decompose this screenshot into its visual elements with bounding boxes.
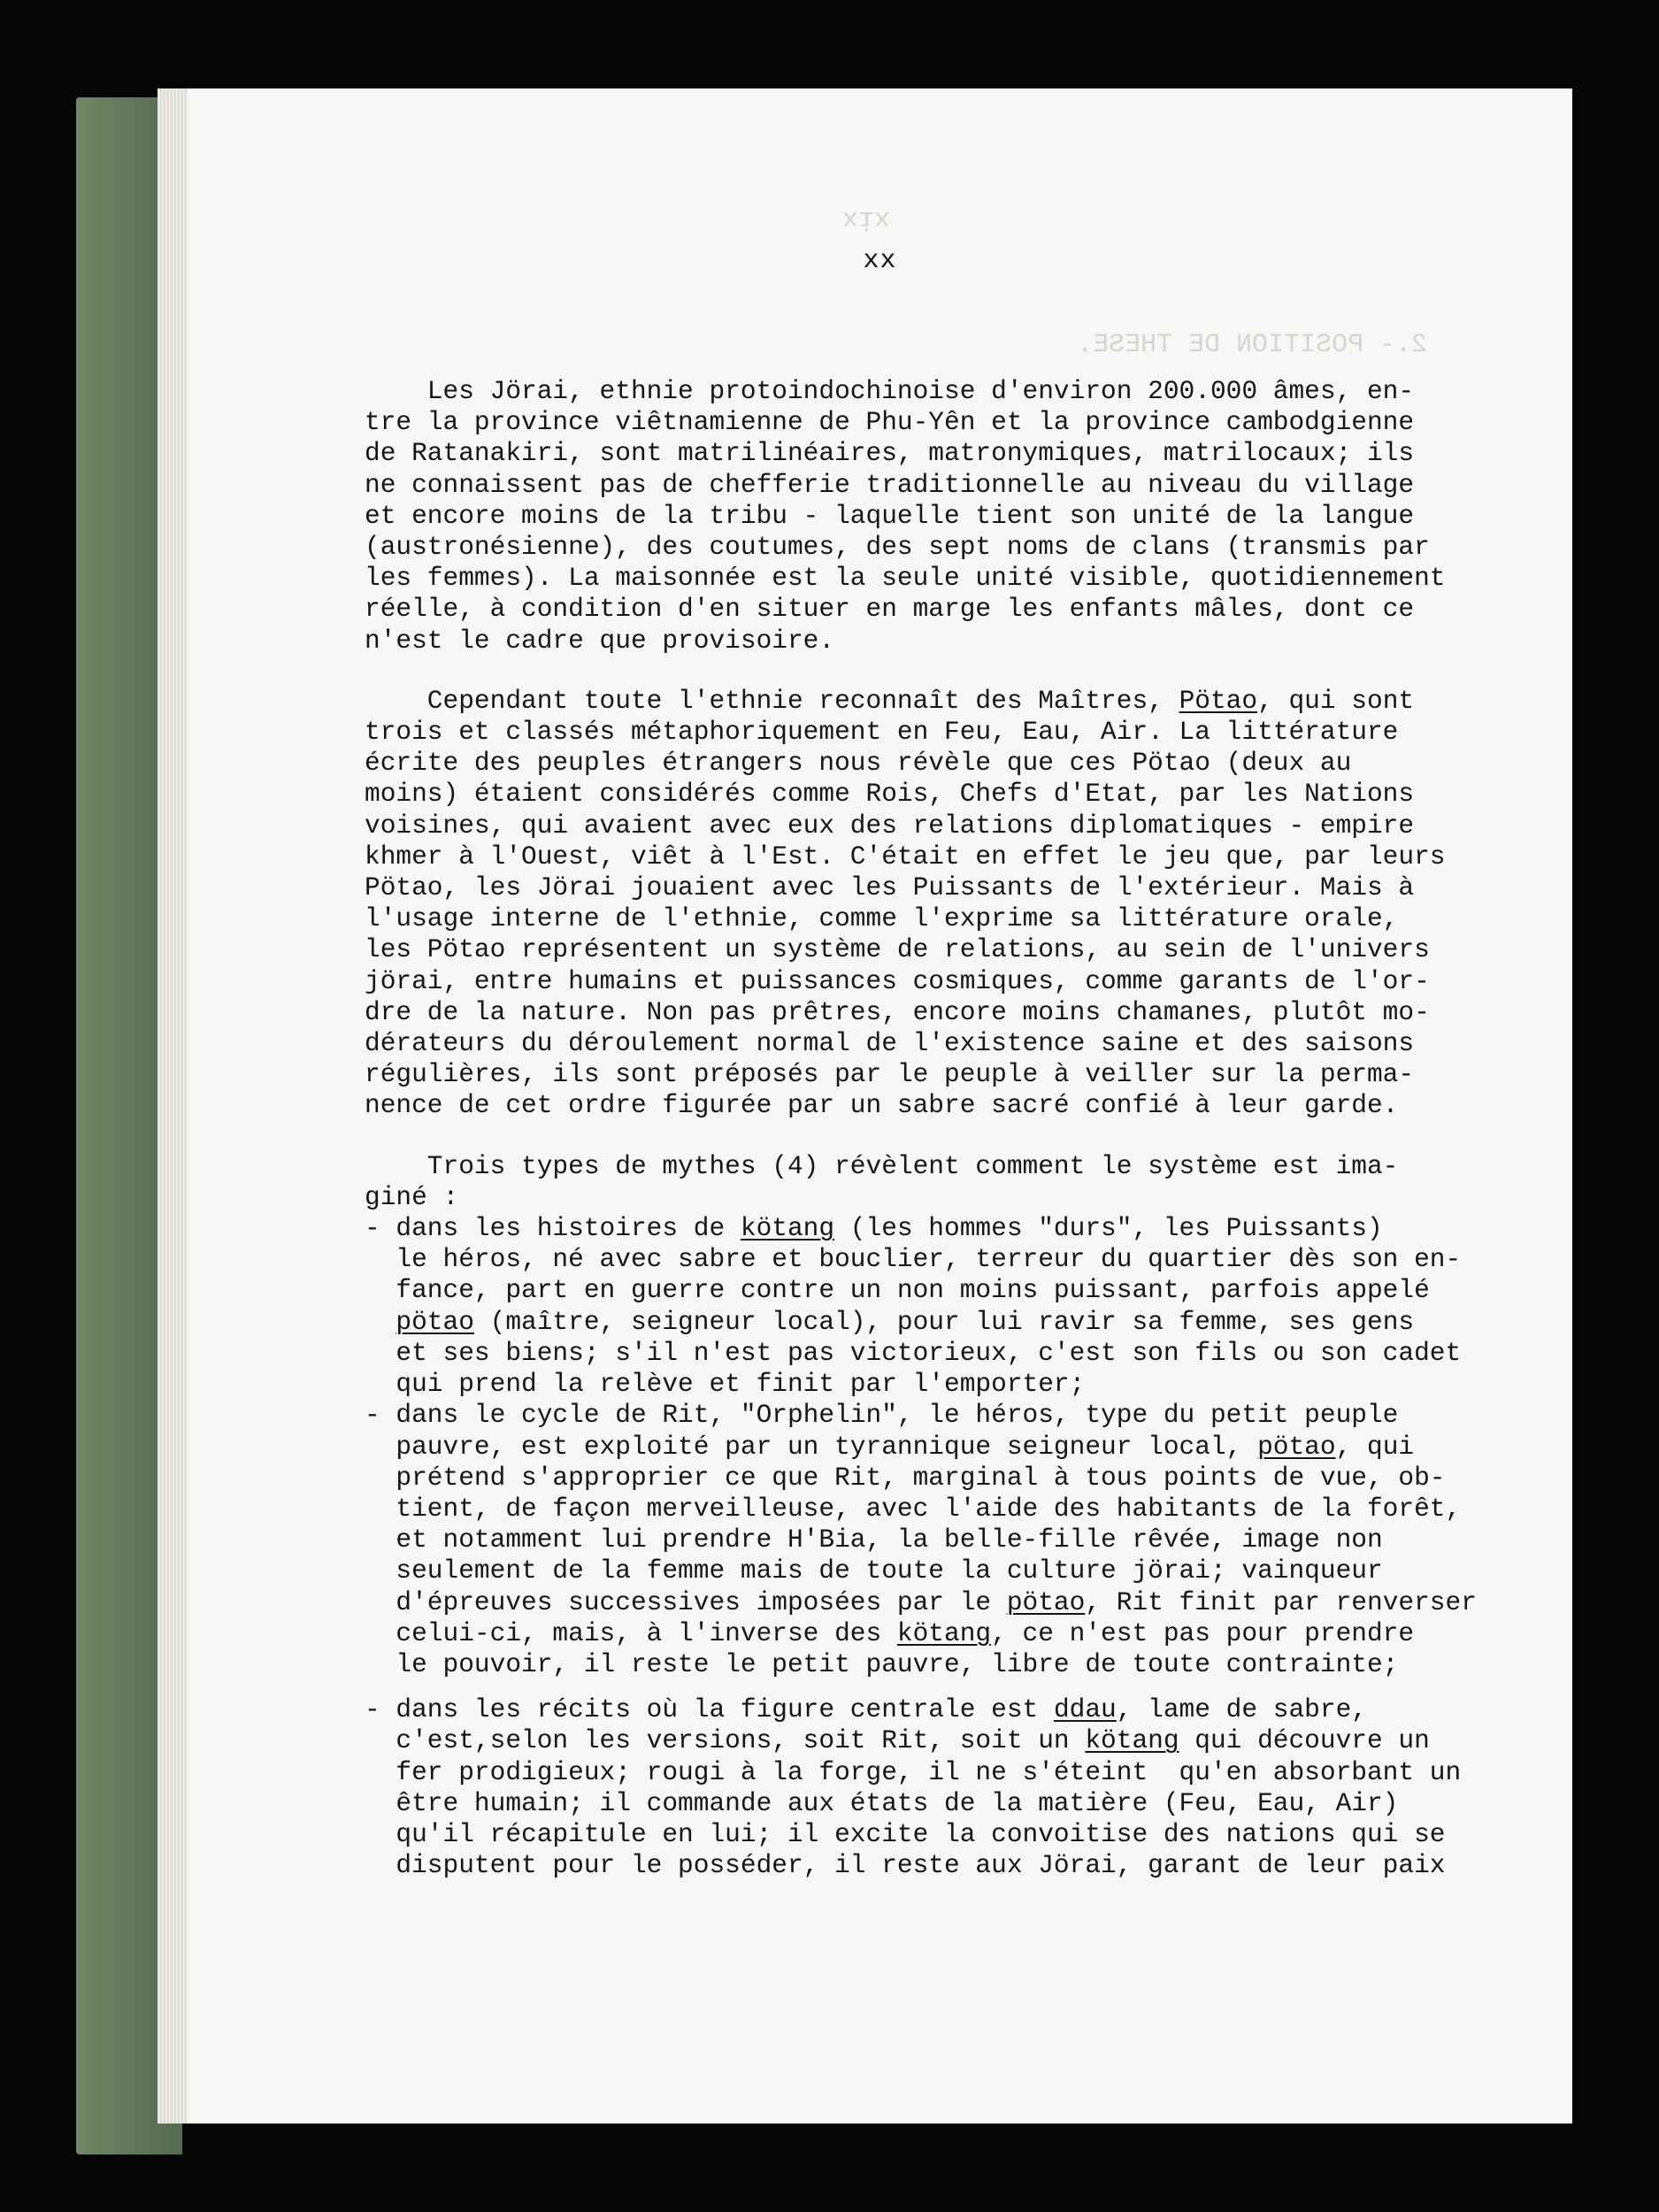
text-segment: le héros, né avec sabre et bouclier, terreur du quartier dès son en- (365, 1244, 1462, 1275)
text-line (365, 1525, 1532, 1555)
text-line (365, 872, 1532, 903)
text-segment: Les Jörai, ethnie protoindochinoise d'environ 200.000 âmes, en- (365, 376, 1415, 406)
text-line (365, 1788, 1532, 1819)
text-line (365, 1649, 1532, 1680)
text-line (365, 1618, 1532, 1649)
paragraph-gap (365, 1122, 1532, 1151)
text-line (365, 810, 1532, 841)
text-line (365, 1819, 1532, 1850)
text-line (365, 1275, 1532, 1306)
paragraph (365, 686, 1532, 1122)
text-segment: disputent pour le posséder, il reste aux Jörai, garant de leur paix (365, 1850, 1446, 1881)
text-segment: ne connaissent pas de chefferie traditionnelle au niveau du village (365, 469, 1415, 500)
text-line (365, 841, 1532, 872)
paragraph-gap (365, 1680, 1532, 1694)
text-segment: le pouvoir, il reste le petit pauvre, libre de toute contrainte; (365, 1648, 1399, 1679)
text-line (365, 1400, 1532, 1431)
text-segment: , ce n'est pas pour prendre (991, 1617, 1415, 1648)
text-segment: trois et classés métaphoriquement en Feu, Eau, Air. La littérature (365, 717, 1399, 748)
text-line (365, 1028, 1532, 1059)
text-segment: c'est,selon les versions, soit Rit, soit un (365, 1725, 1086, 1756)
text-segment (365, 1307, 396, 1337)
text-line (365, 1090, 1532, 1121)
text-line (365, 501, 1532, 532)
text-segment: giné : (365, 1181, 459, 1212)
text-line (365, 1850, 1532, 1881)
text-line (365, 532, 1532, 563)
text-segment: khmer à l'Ouest, viêt à l'Est. C'était en effet le jeu que, par leurs (365, 841, 1446, 872)
text-segment: qu'il récapitule en lui; il excite la convoitise des nations qui se (365, 1818, 1446, 1849)
paragraph (365, 376, 1532, 657)
underlined-term: kötang (740, 1213, 835, 1244)
text-segment: n'est le cadre que provisoire. (365, 625, 835, 656)
underlined-term: pötao (396, 1306, 474, 1337)
text-line (365, 407, 1532, 438)
text-segment: seulement de la femme mais de toute la culture jörai; vainqueur (365, 1555, 1383, 1586)
text-line (365, 717, 1532, 748)
text-segment: Trois types de mythes (4) révèlent comment le système est ima- (365, 1150, 1399, 1181)
text-line (365, 1494, 1532, 1525)
text-segment: qui découvre un (1179, 1725, 1430, 1756)
text-line (365, 438, 1532, 469)
underlined-term: kötang (896, 1617, 992, 1648)
text-segment: dérateurs du déroulement normal de l'existence saine et des saisons (365, 1028, 1415, 1059)
text-segment: être humain; il commande aux états de la matière (Feu, Eau, Air) (365, 1787, 1399, 1818)
text-segment: Pötao, les Jörai jouaient avec les Puissants de l'extérieur. Mais à (365, 872, 1415, 903)
body-text (365, 376, 1532, 1881)
page-number: xx (863, 246, 897, 276)
underlined-term: pötao (1257, 1431, 1336, 1462)
text-line (365, 1338, 1532, 1369)
text-segment: qui prend la relève et finit par l'emporter; (365, 1369, 1086, 1400)
text-segment: , qui (1335, 1431, 1415, 1462)
text-line (365, 1432, 1532, 1463)
text-segment: , qui sont (1257, 685, 1415, 716)
text-segment: Cependant toute l'ethnie reconnaît des Maîtres, (365, 685, 1179, 716)
text-line (365, 1725, 1532, 1756)
text-segment: l'usage interne de l'ethnie, comme l'exprime sa littérature orale, (365, 903, 1399, 934)
text-segment: nence de cet ordre figurée par un sabre sacré confié à leur garde. (365, 1090, 1399, 1121)
text-segment: et encore moins de la tribu - laquelle tient son unité de la langue (365, 500, 1415, 531)
text-segment: celui-ci, mais, à l'inverse des (365, 1617, 897, 1648)
text-line (365, 376, 1532, 407)
text-segment: fer prodigieux; rougi à la forge, il ne s'éteint qu'en absorbant un (365, 1756, 1462, 1787)
text-line (365, 1059, 1532, 1090)
text-line (365, 1151, 1532, 1182)
text-line (365, 1757, 1532, 1788)
text-segment: (maître, seigneur local), pour lui ravir sa femme, ses gens (473, 1306, 1415, 1337)
paragraph (365, 1151, 1532, 1680)
text-line (365, 594, 1532, 625)
text-line (365, 779, 1532, 810)
paragraph-gap (365, 657, 1532, 686)
text-segment: de Ratanakiri, sont matrilinéaires, matronymiques, matrilocaux; ils (365, 438, 1415, 469)
text-segment: (les hommes "durs", les Puissants) (834, 1213, 1383, 1244)
text-line (365, 1213, 1532, 1244)
text-line (365, 748, 1532, 779)
paragraph (365, 1694, 1532, 1881)
text-line (365, 1694, 1532, 1725)
bleed-through-page-number: xix (842, 204, 891, 234)
underlined-term: pötao (1006, 1586, 1086, 1617)
text-segment: fance, part en guerre contre un non moins puissant, parfois appelé (365, 1275, 1430, 1306)
text-segment: réelle, à condition d'en situer en marge les enfants mâles, dont ce (365, 594, 1415, 625)
text-line (365, 1369, 1532, 1400)
text-segment: prétend s'approprier ce que Rit, marginal à tous points de vue, ob- (365, 1462, 1446, 1493)
text-line (365, 1555, 1532, 1586)
document-page (188, 88, 1572, 2124)
bleed-through-heading: 2.- POSITION DE THESE. (1077, 330, 1428, 360)
text-segment: d'épreuves successives imposées par le (365, 1586, 1007, 1617)
text-line (365, 997, 1532, 1028)
text-segment: voisines, qui avaient avec eux des relations diplomatiques - empire (365, 810, 1415, 841)
text-line (365, 1182, 1532, 1213)
text-line (365, 903, 1532, 934)
text-segment: les Pötao représentent un système de relations, au sein de l'univers (365, 934, 1430, 965)
underlined-term: Pötao (1179, 685, 1258, 716)
text-segment: dre de la nature. Non pas prêtres, encore moins chamanes, plutôt mo- (365, 996, 1430, 1027)
text-segment: , lame de sabre, (1116, 1694, 1367, 1725)
text-segment: tre la province viêtnamienne de Phu-Yên et la province cambodgienne (365, 407, 1415, 438)
text-segment: (austronésienne), des coutumes, des sept noms de clans (transmis par (365, 532, 1430, 563)
text-segment: écrite des peuples étrangers nous révèle que ces Pötao (deux au (365, 748, 1352, 779)
text-line (365, 626, 1532, 657)
underlined-term: ddau (1053, 1694, 1117, 1725)
text-segment: - dans les histoires de (365, 1213, 741, 1244)
text-segment: , Rit finit par renverser (1085, 1586, 1477, 1617)
text-segment: tient, de façon merveilleuse, avec l'aide des habitants de la forêt, (365, 1493, 1462, 1524)
text-line (365, 470, 1532, 501)
underlined-term: kötang (1085, 1725, 1179, 1756)
text-segment: les femmes). La maisonnée est la seule unité visible, quotidiennement (365, 563, 1446, 594)
text-line (365, 1307, 1532, 1338)
text-segment: pauvre, est exploité par un tyrannique seigneur local, (365, 1431, 1258, 1462)
text-segment: jörai, entre humains et puissances cosmiques, comme garants de l'or- (365, 965, 1430, 996)
text-line (365, 1244, 1532, 1275)
text-line (365, 966, 1532, 997)
text-line (365, 563, 1532, 594)
text-segment: moins) étaient considérés comme Rois, Chefs d'Etat, par les Nations (365, 779, 1415, 810)
text-segment: et ses biens; s'il n'est pas victorieux, c'est son fils ou son cadet (365, 1337, 1462, 1368)
text-line (365, 934, 1532, 965)
text-segment: régulières, ils sont préposés par le peuple à veiller sur la perma- (365, 1059, 1415, 1090)
text-line (365, 1463, 1532, 1494)
text-segment: - dans le cycle de Rit, "Orphelin", le héros, type du petit peuple (365, 1400, 1399, 1431)
text-segment: et notamment lui prendre H'Bia, la belle-fille rêvée, image non (365, 1525, 1383, 1555)
text-line (365, 686, 1532, 717)
text-line (365, 1587, 1532, 1618)
text-segment: - dans les récits où la figure centrale est (365, 1694, 1054, 1725)
